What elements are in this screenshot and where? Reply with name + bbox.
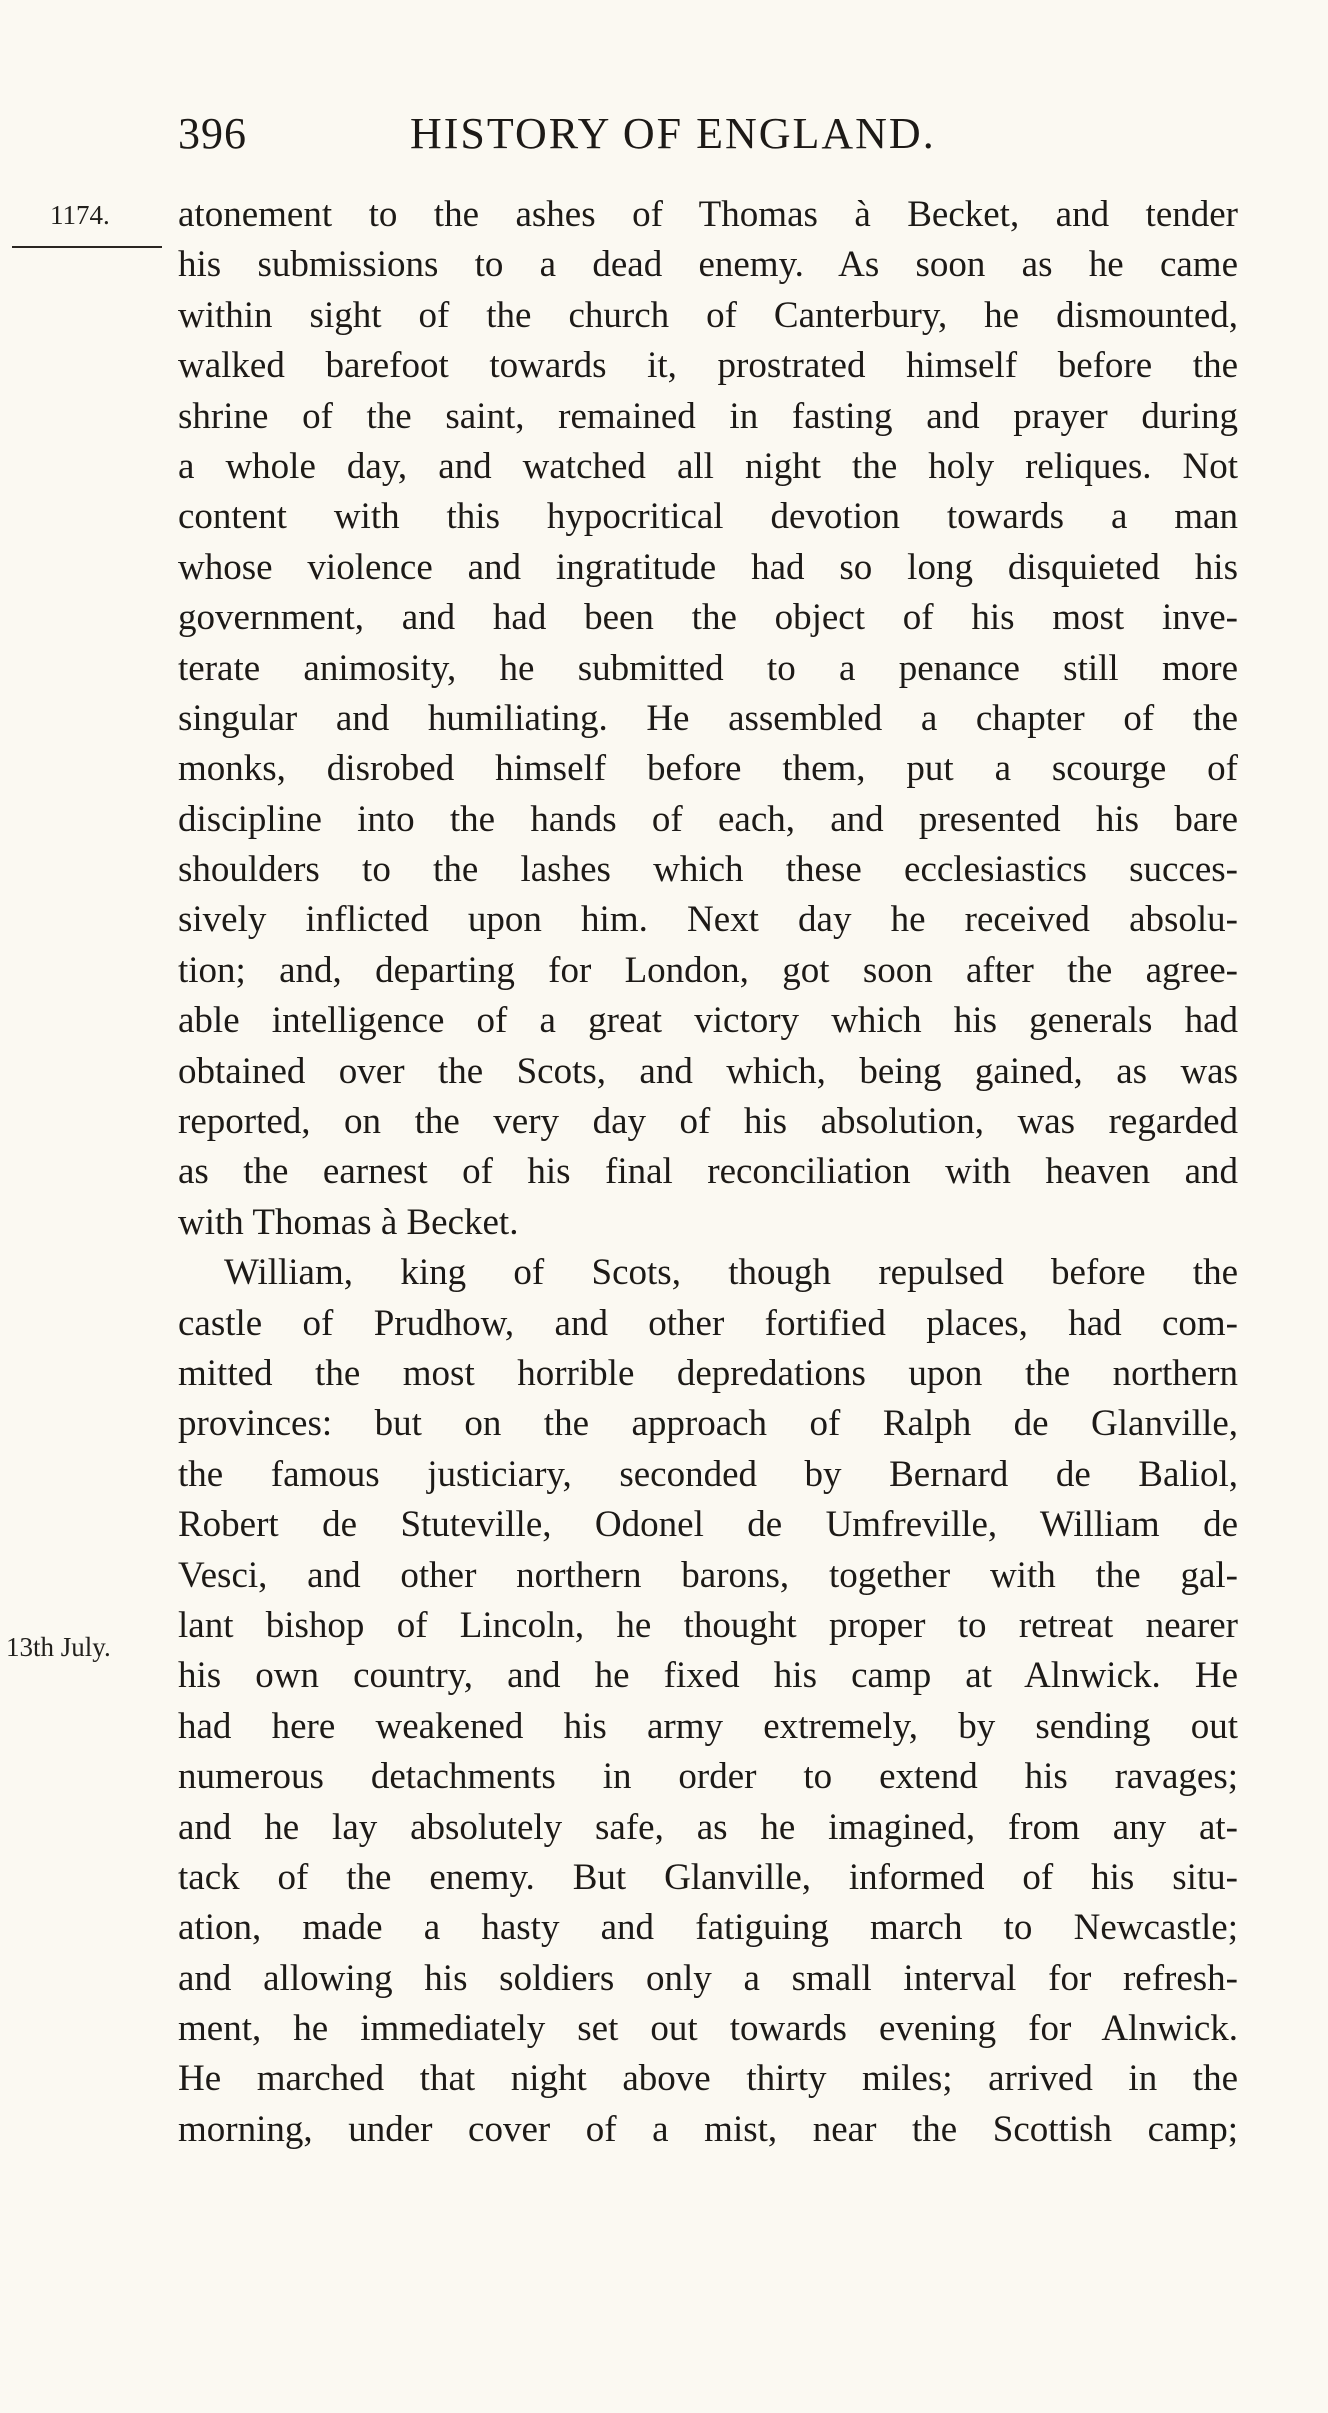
text-line: his submissions to a dead enemy. As soon as he came <box>178 244 1238 286</box>
text-line: He marched that night above thirty miles; arrived in the <box>178 2058 1238 2100</box>
paragraph-end-line: with Thomas à Becket. <box>178 1201 519 1243</box>
text-line: castle of Prudhow, and other fortified places, had com- <box>178 1302 1238 1344</box>
paragraph-start-line: William, king of Scots, though repulsed before the <box>224 1252 1238 1294</box>
text-line: singular and humiliating. He assembled a chapter of the <box>178 697 1238 739</box>
text-line: mitted the most horrible depredations upon the northern <box>178 1352 1238 1394</box>
text-line: as the earnest of his final reconciliation with heaven and <box>178 1151 1238 1193</box>
text-line: numerous detachments in order to extend his ravages; <box>178 1756 1238 1798</box>
text-line: monks, disrobed himself before them, put a scourge of <box>178 748 1238 790</box>
text-line: content with this hypocritical devotion towards a man <box>178 496 1238 538</box>
text-line: within sight of the church of Canterbury, he dismounted, <box>178 294 1238 336</box>
text-line: sively inflicted upon him. Next day he received absolu- <box>178 899 1238 941</box>
text-line: ation, made a hasty and fatiguing march to Newcastle; <box>178 1907 1238 1949</box>
text-line: government, and had been the object of his most inve- <box>178 597 1238 639</box>
text-line: discipline into the hands of each, and presented his bare <box>178 798 1238 840</box>
text-line: and allowing his soldiers only a small interval for refresh- <box>178 1957 1238 1999</box>
text-line: terate animosity, he submitted to a penance still more <box>178 647 1238 689</box>
text-line: Robert de Stuteville, Odonel de Umfreville, William de <box>178 1504 1238 1546</box>
text-line: morning, under cover of a mist, near the Scottish camp; <box>178 2108 1238 2150</box>
text-line: his own country, and he fixed his camp at Alnwick. He <box>178 1655 1238 1697</box>
margin-note-date: 13th July. <box>6 1632 111 1662</box>
text-line: shoulders to the lashes which these ecclesiastics succes- <box>178 849 1238 891</box>
text-line: walked barefoot towards it, prostrated himself before the <box>178 345 1238 387</box>
text-line: obtained over the Scots, and which, being gained, as was <box>178 1050 1238 1092</box>
body-text <box>178 190 1238 2155</box>
running-head <box>178 108 1238 168</box>
text-line: ment, he immediately set out towards evening for Alnwick. <box>178 2008 1238 2050</box>
page-number: 396 <box>178 109 247 158</box>
text-line: able intelligence of a great victory which his generals had <box>178 1000 1238 1042</box>
margin-rule <box>12 246 162 248</box>
text-line: the famous justiciary, seconded by Bernard de Baliol, <box>178 1453 1238 1495</box>
page-title: HISTORY OF ENGLAND. <box>410 109 936 158</box>
text-line: provinces: but on the approach of Ralph de Glanville, <box>178 1403 1238 1445</box>
text-line: tack of the enemy. But Glanville, informed of his situ- <box>178 1856 1238 1898</box>
text-line: whose violence and ingratitude had so long disquieted his <box>178 546 1238 588</box>
text-line: and he lay absolutely safe, as he imagined, from any at- <box>178 1806 1238 1848</box>
text-line: atonement to the ashes of Thomas à Becket, and tender <box>178 194 1238 235</box>
text-line: Vesci, and other northern barons, together with the gal- <box>178 1554 1238 1596</box>
text-line: lant bishop of Lincoln, he thought proper to retreat nearer <box>178 1604 1238 1646</box>
text-line: a whole day, and watched all night the holy reliques. Not <box>178 445 1238 487</box>
text-line: reported, on the very day of his absolution, was regarded <box>178 1101 1238 1143</box>
margin-note-year: 1174. <box>50 200 110 230</box>
text-line: had here weakened his army extremely, by sending out <box>178 1705 1238 1747</box>
text-line: shrine of the saint, remained in fasting and prayer during <box>178 395 1238 437</box>
text-line: tion; and, departing for London, got soon after the agree- <box>178 949 1238 991</box>
